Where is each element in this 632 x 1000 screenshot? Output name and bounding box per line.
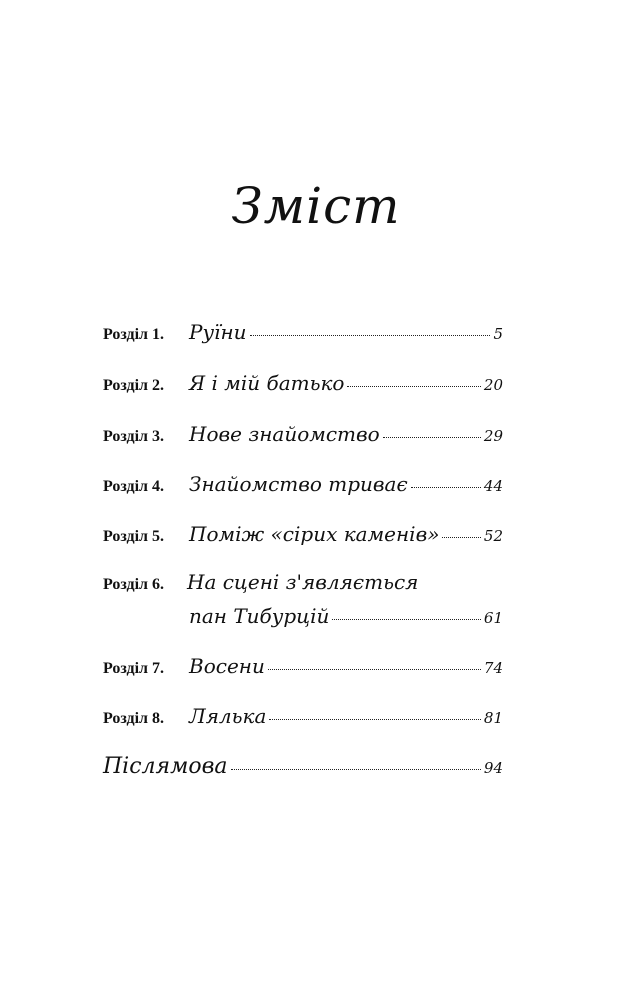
dot-leader: [411, 487, 481, 488]
dot-leader: [268, 669, 481, 670]
page-number: 61: [483, 609, 503, 627]
chapter-title: Восени: [189, 654, 265, 678]
dot-leader: [347, 386, 480, 387]
chapter-title: Знайомство триває: [189, 472, 408, 496]
chapter-label: Розділ 6.: [103, 576, 165, 593]
toc-entry-6[interactable]: [187, 604, 503, 638]
toc-entry-7[interactable]: [103, 654, 503, 688]
toc-entry-4[interactable]: [103, 472, 503, 506]
chapter-label: Розділ 3.: [103, 428, 165, 445]
chapter-title-line1[interactable]: На сцені з'являється: [187, 570, 419, 594]
page-number: 81: [483, 709, 503, 727]
page-title: Зміст: [231, 177, 401, 235]
page-number: 44: [483, 477, 503, 495]
chapter-title-line2: пан Тибурцій: [189, 604, 330, 628]
page-number: 74: [483, 659, 503, 677]
chapter-title: Лялька: [189, 704, 267, 728]
page-number: 20: [483, 376, 503, 394]
chapter-title: Руїни: [189, 320, 247, 344]
toc-entry-5[interactable]: [103, 522, 503, 556]
chapter-label: Розділ 4.: [103, 478, 165, 495]
toc-entry-1[interactable]: [103, 320, 503, 354]
toc-entry-8[interactable]: [103, 704, 503, 738]
page-number: 52: [483, 527, 503, 545]
dot-leader: [250, 335, 491, 336]
dot-leader: [442, 537, 480, 538]
chapter-label: Розділ 8.: [103, 710, 165, 727]
toc-entry-2[interactable]: [103, 371, 503, 405]
toc-entry-3[interactable]: [103, 422, 503, 456]
page-number: 5: [493, 325, 503, 343]
dot-leader: [231, 769, 481, 770]
chapter-label: Розділ 2.: [103, 377, 165, 394]
dot-leader: [383, 437, 481, 438]
chapter-title: Я і мій батько: [189, 371, 345, 395]
chapter-title: Поміж «сірих каменів»: [189, 522, 440, 546]
page-number: 94: [483, 759, 503, 777]
chapter-label: Розділ 1.: [103, 326, 165, 343]
page-number: 29: [483, 427, 503, 445]
chapter-label: Розділ 5.: [103, 528, 165, 545]
toc-entry-afterword[interactable]: [103, 754, 503, 788]
afterword-title: Післямова: [103, 754, 228, 779]
chapter-label: Розділ 7.: [103, 660, 165, 677]
chapter-title: Нове знайомство: [189, 422, 380, 446]
dot-leader: [332, 619, 481, 620]
dot-leader: [269, 719, 480, 720]
